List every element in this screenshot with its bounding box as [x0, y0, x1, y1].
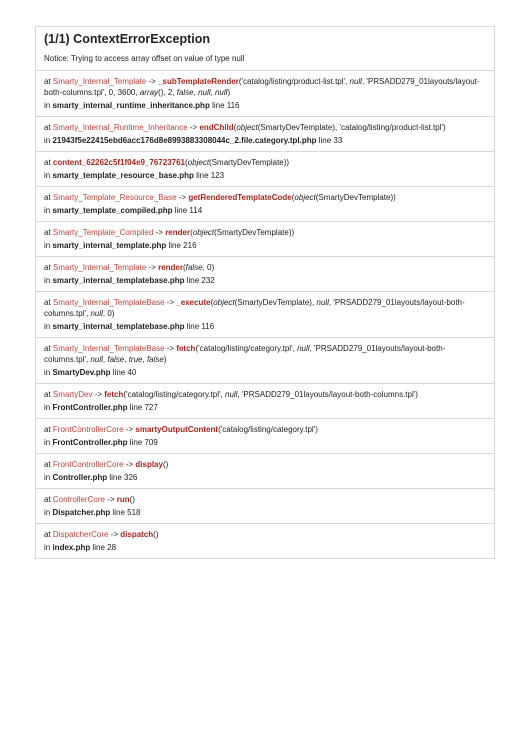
frame-line: line 727 [127, 403, 158, 412]
frame-at-label: at [44, 77, 53, 86]
frame-line: line 123 [193, 171, 225, 180]
frame-in-label: in [44, 136, 53, 145]
frame-class: ControllerCore [52, 495, 105, 504]
frame-class: SmartyDev [52, 390, 93, 399]
frame-class: Smarty_Internal_Runtime_Inheritance [52, 123, 188, 132]
frame-at-label: at [44, 495, 53, 504]
frame-call [44, 459, 486, 470]
frame-call [44, 157, 486, 168]
frame-arrow: -> [92, 390, 105, 399]
frame-line: line 40 [110, 368, 137, 377]
frame-file: SmartyDev.php [52, 368, 111, 377]
stack-frame [36, 292, 494, 338]
frame-arrow: -> [176, 193, 189, 202]
frame-args: ('catalog/listing/category.tpl') [218, 425, 318, 434]
exception-panel [35, 26, 495, 559]
frame-call [44, 122, 486, 133]
frame-file: smarty_internal_templatebase.php [52, 276, 185, 285]
frame-line: line 116 [209, 101, 240, 110]
frame-method: display [135, 460, 163, 469]
frame-at-label: at [44, 263, 53, 272]
stack-frame [36, 338, 494, 384]
frame-args: (object(SmartyDevTemplate)) [291, 193, 396, 202]
frame-class: Smarty_Internal_Template [52, 263, 147, 272]
frame-line: line 33 [316, 136, 343, 145]
frame-args: (object(SmartyDevTemplate), null, 'PRSADD279_01layouts/layout-both-columns.tpl', null, 0) [44, 298, 465, 318]
frame-in-label: in [44, 508, 53, 517]
frame-class: Smarty_Internal_TemplateBase [52, 298, 165, 307]
frame-call [44, 343, 486, 365]
frame-in-label: in [44, 101, 53, 110]
frame-class: Smarty_Template_Compiled [52, 228, 154, 237]
frame-at-label: at [44, 193, 53, 202]
frame-call [44, 192, 486, 203]
frame-at-label: at [44, 228, 53, 237]
frame-file: smarty_template_resource_base.php [52, 171, 194, 180]
frame-arrow: -> [164, 344, 177, 353]
frame-call [44, 297, 486, 319]
frame-call [44, 389, 486, 400]
stack-frame [36, 384, 494, 419]
frame-args: (object(SmartyDevTemplate)) [190, 228, 295, 237]
frame-at-label: at [44, 298, 53, 307]
frame-line: line 518 [110, 508, 141, 517]
frame-location [44, 170, 486, 181]
frame-location [44, 275, 486, 286]
frame-line: line 709 [127, 438, 158, 447]
frame-line: line 216 [166, 241, 197, 250]
frame-method: getRenderedTemplateCode [188, 193, 292, 202]
stack-frame [36, 419, 494, 454]
frame-method: content_62262c5f1f04e9_76723761 [52, 158, 186, 167]
frame-in-label: in [44, 368, 53, 377]
frame-class: Smarty_Template_Resource_Base [52, 193, 177, 202]
frame-file: smarty_internal_templatebase.php [52, 322, 185, 331]
frame-in-label: in [44, 473, 53, 482]
frame-args: (object(SmartyDevTemplate)) [185, 158, 290, 167]
frame-arrow: -> [146, 263, 159, 272]
stack-frame [36, 117, 494, 152]
frame-line: line 232 [184, 276, 215, 285]
frame-method: fetch [104, 390, 124, 399]
frame-line: line 114 [172, 206, 203, 215]
frame-method: _subTemplateRender [158, 77, 239, 86]
frame-arrow: -> [146, 77, 159, 86]
frame-file: Dispatcher.php [52, 508, 111, 517]
frame-in-label: in [44, 322, 53, 331]
frame-arrow: -> [187, 123, 200, 132]
frame-call [44, 262, 486, 273]
frame-method: render [158, 263, 183, 272]
frame-at-label: at [44, 390, 53, 399]
frame-file: smarty_internal_template.php [52, 241, 167, 250]
frame-line: line 326 [107, 473, 138, 482]
stack-frame [36, 71, 494, 117]
frame-location [44, 240, 486, 251]
frame-arrow: -> [164, 298, 177, 307]
stack-frame [36, 454, 494, 489]
frame-location [44, 472, 486, 483]
exception-title: (1/1) ContextErrorException [44, 32, 211, 46]
frame-location [44, 507, 486, 518]
frame-args: ('catalog/listing/category.tpl', null, 'PRSADD279_01layouts/layout-both-columns.tpl', null, false, true, false) [44, 344, 446, 364]
frame-args: ('catalog/listing/category.tpl', null, 'PRSADD279_01layouts/layout-both-columns.tpl') [123, 390, 418, 399]
frame-method: smartyOutputContent [135, 425, 219, 434]
frame-args: () [129, 495, 135, 504]
frame-file: Controller.php [52, 473, 108, 482]
frame-method: run [116, 495, 130, 504]
frame-arrow: -> [108, 530, 121, 539]
frame-at-label: at [44, 460, 53, 469]
frame-file: index.php [52, 543, 91, 552]
frame-class: Smarty_Internal_TemplateBase [52, 344, 165, 353]
frame-location [44, 542, 486, 553]
frame-line: line 28 [90, 543, 117, 552]
stack-frame [36, 187, 494, 222]
exception-notice: Notice: Trying to access array offset on value of type null [44, 54, 245, 63]
frame-location [44, 321, 486, 332]
frame-at-label: at [44, 123, 53, 132]
frame-in-label: in [44, 241, 53, 250]
frame-at-label: at [44, 158, 53, 167]
frame-call [44, 227, 486, 238]
frame-args: () [162, 460, 169, 469]
stack-frame [36, 222, 494, 257]
frame-method: render [165, 228, 191, 237]
frame-method: endChild [199, 123, 234, 132]
frame-file: smarty_internal_runtime_inheritance.php [52, 101, 210, 110]
frame-in-label: in [44, 206, 53, 215]
frame-args: () [153, 530, 159, 539]
frame-method: fetch [176, 344, 196, 353]
frame-at-label: at [44, 425, 53, 434]
frame-method: dispatch [120, 530, 154, 539]
frame-location [44, 205, 486, 216]
stack-frame [36, 524, 494, 558]
frame-method: _execute [176, 298, 211, 307]
frame-in-label: in [44, 276, 53, 285]
frame-location [44, 437, 486, 448]
frame-arrow: -> [123, 425, 136, 434]
stack-frame [36, 152, 494, 187]
frame-in-label: in [44, 543, 53, 552]
stack-trace [36, 71, 494, 558]
stack-frame [36, 257, 494, 292]
frame-call [44, 424, 486, 435]
frame-call [44, 76, 486, 98]
frame-class: FrontControllerCore [52, 460, 124, 469]
exception-header [36, 27, 494, 71]
frame-at-label: at [44, 344, 53, 353]
frame-args: (object(SmartyDevTemplate), 'catalog/listing/product-list.tpl') [233, 123, 446, 132]
frame-class: FrontControllerCore [52, 425, 124, 434]
frame-in-label: in [44, 438, 53, 447]
frame-arrow: -> [104, 495, 117, 504]
frame-class: DispatcherCore [52, 530, 109, 539]
frame-file: smarty_template_compiled.php [52, 206, 173, 215]
frame-file: FrontController.php [52, 438, 128, 447]
frame-file: FrontController.php [52, 403, 128, 412]
frame-location [44, 135, 486, 146]
frame-in-label: in [44, 403, 53, 412]
frame-location [44, 100, 486, 111]
frame-at-label: at [44, 530, 53, 539]
frame-call [44, 529, 486, 540]
frame-line: line 116 [184, 322, 215, 331]
frame-location [44, 367, 486, 378]
frame-call [44, 494, 486, 505]
frame-in-label: in [44, 171, 53, 180]
frame-arrow: -> [153, 228, 166, 237]
frame-args: (false, 0) [182, 263, 215, 272]
frame-class: Smarty_Internal_Template [52, 77, 147, 86]
frame-arrow: -> [123, 460, 136, 469]
frame-location [44, 402, 486, 413]
frame-file: 21943f5e22415ebd6acc176d8e8993883308044c_2.file.category.tpl.php [52, 136, 317, 145]
stack-frame [36, 489, 494, 524]
frame-args: ('catalog/listing/product-list.tpl', null, 'PRSADD279_01layouts/layout-both-columns.tpl', 0, 3600, array(), 2, false, null, null) [44, 77, 480, 97]
